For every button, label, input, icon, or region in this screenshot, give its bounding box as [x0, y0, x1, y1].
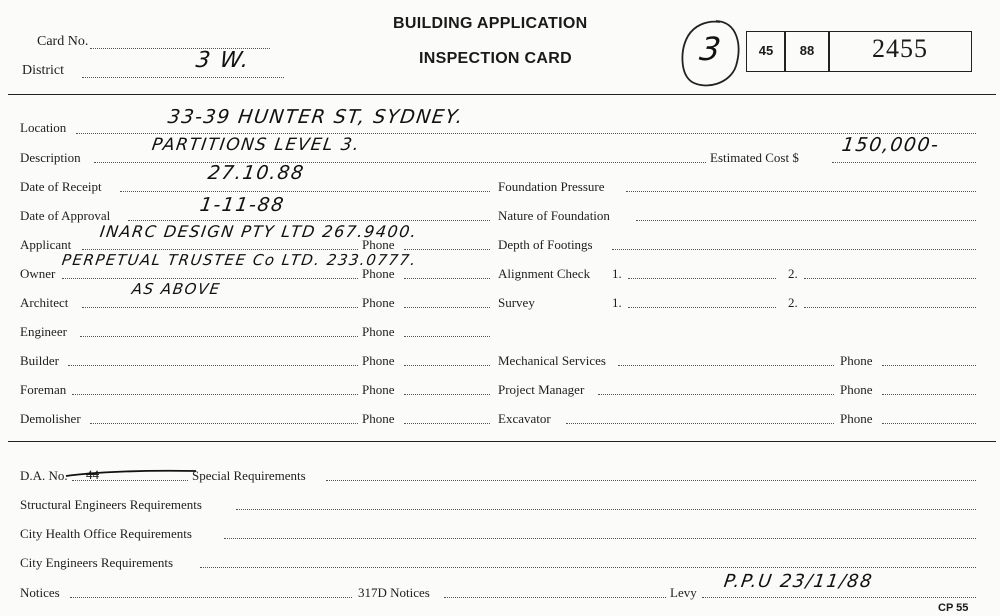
box-a	[746, 31, 786, 72]
survey-2-field[interactable]	[804, 307, 976, 308]
location-label: Location	[20, 120, 67, 135]
demolisher-label: Demolisher	[20, 411, 81, 426]
owner-field[interactable]	[62, 278, 358, 279]
alignment-label: Alignment Check	[498, 266, 591, 281]
description-field[interactable]	[94, 162, 706, 163]
survey-1-field[interactable]	[628, 307, 776, 308]
builder-field[interactable]	[68, 365, 358, 366]
nature-foundation-label: Nature of Foundation	[498, 208, 610, 223]
excavator-field[interactable]	[566, 423, 834, 424]
mechanical-phone-field[interactable]	[882, 365, 976, 366]
applicant-phone-label: Phone	[362, 237, 395, 252]
foundation-pressure-field[interactable]	[626, 191, 976, 192]
district-field[interactable]	[82, 77, 284, 78]
box-number-value: 2455	[872, 34, 928, 63]
owner-phone-label: Phone	[362, 266, 395, 281]
da-label: D.A. No.	[20, 468, 68, 483]
city-eng-label: City Engineers Requirements	[20, 555, 174, 570]
foreman-phone-field[interactable]	[404, 394, 490, 395]
demolisher-field[interactable]	[90, 423, 358, 424]
circled-number-value: 3	[697, 30, 725, 68]
demolisher-phone-field[interactable]	[404, 423, 490, 424]
form-code: CP 55	[938, 602, 969, 614]
levy-label: Levy	[670, 585, 697, 600]
architect-phone-field[interactable]	[404, 307, 490, 308]
divider-top	[8, 94, 996, 95]
card-title-line1: BUILDING APPLICATION	[393, 15, 588, 32]
special-field[interactable]	[326, 480, 976, 481]
box-b-value: 88	[799, 43, 815, 58]
notices-317d-label: 317D Notices	[358, 585, 430, 600]
builder-phone-field[interactable]	[404, 365, 490, 366]
mechanical-label: Mechanical Services	[498, 353, 606, 368]
card-title-line2: INSPECTION CARD	[419, 50, 572, 67]
architect-value: AS ABOVE	[130, 280, 222, 298]
receipt-label: Date of Receipt	[20, 179, 102, 194]
box-number	[828, 31, 972, 72]
district-value: 3 W.	[194, 48, 252, 73]
alignment-1-field[interactable]	[628, 278, 776, 279]
location-value: 33-39 HUNTER ST, SYDNEY.	[166, 106, 466, 128]
notices-label: Notices	[20, 585, 60, 600]
district-label: District	[22, 63, 64, 78]
divider-bottom	[8, 441, 996, 442]
foreman-field[interactable]	[72, 394, 358, 395]
architect-label: Architect	[20, 295, 69, 310]
foundation-pressure-label: Foundation Pressure	[498, 179, 605, 194]
card-no-label: Card No.	[37, 34, 89, 49]
applicant-value: INARC DESIGN PTY LTD 267.9400.	[98, 222, 419, 241]
applicant-phone-field[interactable]	[404, 249, 490, 250]
architect-phone-label: Phone	[362, 295, 395, 310]
location-field[interactable]	[76, 133, 976, 134]
excavator-phone-field[interactable]	[882, 423, 976, 424]
project-manager-label: Project Manager	[498, 382, 585, 397]
owner-value: PERPETUAL TRUSTEE Co LTD. 233.0777.	[60, 251, 419, 269]
health-field[interactable]	[224, 538, 976, 539]
project-manager-field[interactable]	[598, 394, 834, 395]
alignment-2-field[interactable]	[804, 278, 976, 279]
depth-footings-field[interactable]	[612, 249, 976, 250]
foreman-phone-label: Phone	[362, 382, 395, 397]
applicant-field[interactable]	[82, 249, 358, 250]
da-value: 44	[86, 467, 99, 482]
engineer-field[interactable]	[80, 336, 358, 337]
excavator-phone-label: Phone	[840, 411, 873, 426]
survey-label: Survey	[498, 295, 535, 310]
box-a-value: 45	[758, 43, 774, 58]
structural-label: Structural Engineers Requirements	[20, 497, 202, 512]
estimated-cost-field[interactable]	[832, 162, 976, 163]
notices-field[interactable]	[70, 597, 352, 598]
engineer-label: Engineer	[20, 324, 67, 339]
mechanical-field[interactable]	[618, 365, 834, 366]
notices-317d-field[interactable]	[444, 597, 666, 598]
da-strike-line	[64, 468, 200, 480]
alignment-2-label: 2.	[788, 266, 798, 281]
approval-value: 1-11-88	[198, 194, 287, 216]
levy-field[interactable]	[702, 597, 976, 598]
receipt-value: 27.10.88	[206, 162, 307, 184]
project-manager-phone-label: Phone	[840, 382, 873, 397]
health-label: City Health Office Requirements	[20, 526, 192, 541]
architect-field[interactable]	[82, 307, 358, 308]
receipt-field[interactable]	[120, 191, 490, 192]
depth-footings-label: Depth of Footings	[498, 237, 593, 252]
description-value: PARTITIONS LEVEL 3.	[150, 135, 362, 155]
levy-value: P.P.U 23/11/88	[722, 571, 875, 592]
city-eng-field[interactable]	[200, 567, 976, 568]
structural-field[interactable]	[236, 509, 976, 510]
survey-1-label: 1.	[612, 295, 622, 310]
approval-field[interactable]	[128, 220, 490, 221]
engineer-phone-label: Phone	[362, 324, 395, 339]
builder-label: Builder	[20, 353, 59, 368]
nature-foundation-field[interactable]	[636, 220, 976, 221]
project-manager-phone-field[interactable]	[882, 394, 976, 395]
approval-label: Date of Approval	[20, 208, 111, 223]
special-label: Special Requirements	[192, 468, 306, 483]
estimated-cost-value: 150,000-	[840, 134, 941, 156]
excavator-label: Excavator	[498, 411, 551, 426]
demolisher-phone-label: Phone	[362, 411, 395, 426]
survey-2-label: 2.	[788, 295, 798, 310]
alignment-1-label: 1.	[612, 266, 622, 281]
engineer-phone-field[interactable]	[404, 336, 490, 337]
box-b	[784, 31, 830, 72]
owner-phone-field[interactable]	[404, 278, 490, 279]
owner-label: Owner	[20, 266, 56, 281]
applicant-label: Applicant	[20, 237, 72, 252]
description-label: Description	[20, 150, 81, 165]
estimated-cost-label: Estimated Cost $	[710, 150, 799, 165]
builder-phone-label: Phone	[362, 353, 395, 368]
foreman-label: Foreman	[20, 382, 67, 397]
mechanical-phone-label: Phone	[840, 353, 873, 368]
